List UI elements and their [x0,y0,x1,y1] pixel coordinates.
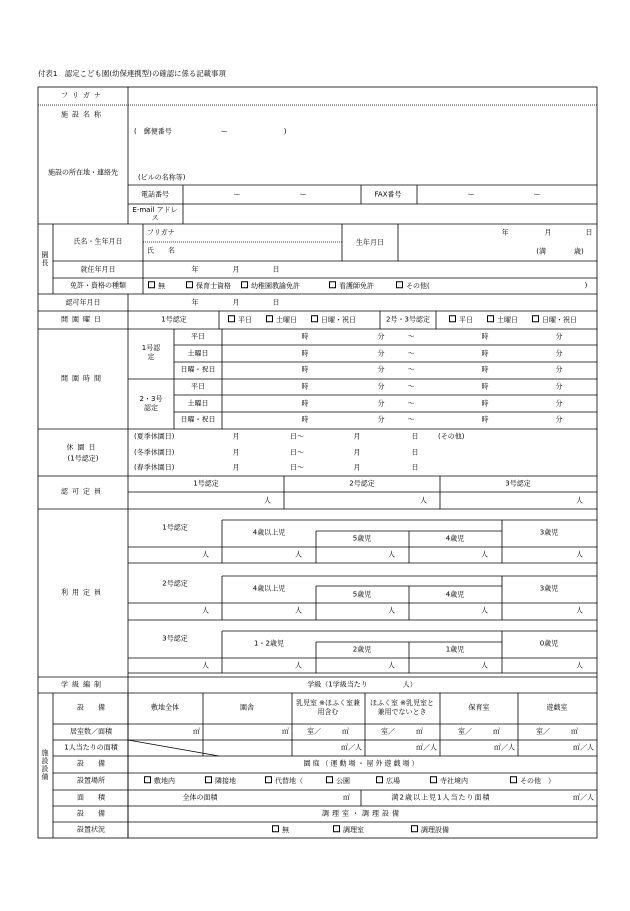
loc-park[interactable]: 公園 [326,776,350,786]
checkbox-icon [532,315,539,322]
dob-year: 年 [501,228,509,237]
unit-nin: 人 [481,550,488,559]
col-crawl: ほふく室 ※乳児室と兼用でないとき [369,699,435,716]
room-sqm: 室／ ㎡ [307,727,349,736]
fax-label: FAX番号 [374,190,402,199]
garden-value: 園庭（運動場・屋外遊戯場） [303,759,421,768]
unit-nin: 人 [576,606,583,615]
checkbox-icon [487,315,494,322]
hi-tilde: 日〜 [290,448,304,457]
u2-over4: 4歳以上児 [252,584,286,593]
cat23-saturday[interactable]: 土曜日 [487,315,518,325]
u3-age12: 1・2歳児 [254,639,284,648]
checkbox-icon [148,281,155,288]
classes-label: 学級編制 [61,680,105,689]
checkbox-icon [376,776,383,783]
h1-sunday: 日曜・祝日 [180,365,216,374]
unit-sqm-per: ㎡／人 [416,743,437,752]
equipment-label: 設 備 [77,703,105,712]
ji: 時 [301,332,309,341]
form-title: 付表1 認定こども園(幼保連携型)の確認に係る記載事項 [38,69,226,78]
checkbox-icon [411,825,418,832]
unit-nin: 人 [202,606,209,615]
tilde: 〜 [407,349,415,358]
col-nursing: 乳児室 ※ほふく室兼用含む [295,699,361,716]
appointed-label: 就任年月日 [80,265,116,274]
winter-holiday: (冬季休園日) [134,448,175,457]
classes-value: 学級（1学級当たり 人） [307,680,417,689]
checkbox-icon [265,776,272,783]
checkbox-icon [272,825,279,832]
cat23-weekday[interactable]: 平日 [449,315,473,325]
unit-sqm-per: ㎡／人 [494,743,515,752]
building-name: (ビルの名称等) [138,173,186,182]
ji: 時 [481,332,489,341]
area-rule: 満2歳以上児1人当たり面積 [391,793,491,802]
hours-cat1: 1号認定 [141,344,161,361]
hi-tilde: 日〜 [290,463,304,472]
col-total: 敷地全体 [151,703,179,712]
kitchen-equip-label: 設 備 [77,809,105,818]
hi: 日 [411,463,419,472]
director-furigana: フリガナ [147,228,175,237]
checkbox-icon [186,281,193,288]
usage-cat3: 3号認定 [162,634,188,643]
tilde: 〜 [407,415,415,424]
unit-sqm: ㎡ [343,793,350,802]
unit-nin: 人 [420,496,427,505]
h23-saturday: 土曜日 [187,399,209,408]
cat23-sunday[interactable]: 日曜・祝日 [532,315,577,325]
unit-nin: 人 [388,606,395,615]
loc-other[interactable]: その他 ） [510,776,555,786]
approval-month: 月 [232,298,240,307]
unit-sqm-per: ㎡／人 [341,743,362,752]
rooms-area-label: 居室数／面積 [70,727,112,736]
ji: 時 [481,382,489,391]
status-none[interactable]: 無 [272,825,289,835]
dob-day: 日 [585,228,593,237]
fax-dash-2: ー [533,190,541,199]
unit-nin: 人 [576,661,583,670]
tsuki: 月 [353,463,361,472]
room-sqm: 室／ ㎡ [536,727,578,736]
license-other[interactable]: その他( [396,281,430,291]
fax-dash-1: ー [467,190,475,199]
facilities-label: 施設設備 [41,749,49,781]
ji: 時 [481,415,489,424]
h23-sunday: 日曜・祝日 [180,415,216,424]
license-nurse[interactable]: 看護師免許 [329,281,374,291]
cat1-saturday[interactable]: 土曜日 [266,315,297,325]
col-play: 遊戯室 [546,703,568,712]
tel-dash-2: ー [299,190,307,199]
usage-cat1: 1号認定 [162,523,188,532]
u1-over4: 4歳以上児 [252,528,286,537]
fun: 分 [555,365,563,374]
kitchen-value: 調理室・調理設備 [322,809,402,818]
hi-tilde: 日〜 [290,432,304,441]
h1-weekday: 平日 [191,332,205,341]
summer-holiday: (夏季休園日) [134,432,175,441]
license-none[interactable]: 無 [148,281,165,291]
unit-nin: 人 [295,661,302,670]
tsuki: 月 [232,463,240,472]
area-label: 面 積 [77,793,105,802]
ji: 時 [301,382,309,391]
tsuki: 月 [232,432,240,441]
checkbox-icon [510,776,517,783]
unit-nin: 人 [576,550,583,559]
hi: 日 [411,432,419,441]
usage-cat2: 2号認定 [162,579,188,588]
room-sqm: 室／ ㎡ [381,727,423,736]
tsuki: 月 [232,448,240,457]
col-nursery: 保育室 [468,703,490,712]
appointed-day: 日 [272,265,280,274]
tilde: 〜 [407,399,415,408]
h1-saturday: 土曜日 [187,349,209,358]
unit-sqm: ㎡ [193,727,200,736]
ji: 時 [301,399,309,408]
unit-nin: 人 [264,496,271,505]
fun: 分 [377,332,385,341]
facility-name-label: 施設名称 [61,110,105,119]
approval-day: 日 [272,298,280,307]
ji: 時 [301,415,309,424]
fun: 分 [555,415,563,424]
open-days-cat23: 2号・3号認定 [386,315,430,324]
other-holiday: (その他) [438,432,465,441]
tilde: 〜 [407,365,415,374]
loc-substitute[interactable]: 代替地（ [265,776,303,786]
checkbox-icon [144,776,151,783]
ji: 時 [301,349,309,358]
open-days-label: 開園曜日 [61,315,105,324]
usage-label: 利用定員 [61,588,105,597]
u3-age1: 1歳児 [445,645,465,654]
tilde: 〜 [407,382,415,391]
license-close: ) [584,281,588,290]
unit-nin: 人 [388,550,395,559]
age: (満 歳) [536,247,584,256]
u3-age0: 0歳児 [539,639,559,648]
per-person-label: 1人当たりの面積 [64,743,118,752]
u1-age4: 4歳児 [445,534,465,543]
hi: 日 [411,448,419,457]
license-nursery[interactable]: 保育士資格 [186,281,231,291]
approval-year: 年 [191,298,199,307]
checkbox-icon [241,281,248,288]
appointed-year: 年 [191,265,199,274]
license-kindergarten[interactable]: 幼稚園教諭免許 [241,281,300,291]
name-dob-label: 氏名・生年月日 [73,237,123,246]
fun: 分 [555,332,563,341]
tel-label: 電話番号 [141,190,169,199]
checkbox-icon [333,825,340,832]
ji: 時 [481,399,489,408]
status-label: 設置状況 [77,825,105,834]
h23-weekday: 平日 [191,382,205,391]
furigana-label: フリガナ [61,91,105,100]
dob-month: 月 [544,228,552,237]
license-label: 免許・資格の種類 [70,281,126,290]
unit-sqm: ㎡ [282,727,289,736]
spring-holiday: (春季休園日) [134,463,175,472]
email-label: E-mail アドレス [132,206,178,222]
u3-age2: 2歳児 [352,645,372,654]
garden-equip-label: 設 備 [77,759,105,768]
checkbox-icon [326,776,333,783]
address-label: 施設の所在地・連絡先 [48,168,118,177]
loc-shrine[interactable]: 寺社境内 [430,776,468,786]
dob-label: 生年月日 [356,238,384,247]
unit-nin: 人 [576,496,583,505]
checkbox-icon [396,281,403,288]
capacity-cat2: 2号認定 [349,479,375,488]
fun: 分 [377,415,385,424]
open-days-cat1: 1号認定 [161,315,187,324]
capacity-cat1: 1号認定 [193,479,219,488]
checkbox-icon [449,315,456,322]
unit-nin: 人 [481,661,488,670]
u2-age5: 5歳児 [352,590,372,599]
unit-nin: 人 [202,661,209,670]
capacity-cat3: 3号認定 [505,479,531,488]
unit-sqm-per: ㎡／人 [573,793,594,802]
postal-code: ( 郵便番号 ー ) [134,127,287,136]
checkbox-icon [311,315,318,322]
cat1-weekday[interactable]: 平日 [228,315,252,325]
holidays-label: 休園日 [66,443,100,452]
u2-age4: 4歳児 [445,590,465,599]
unit-nin: 人 [388,661,395,670]
fun: 分 [377,349,385,358]
loc-onsite[interactable]: 敷地内 [144,776,175,786]
unit-sqm-per: ㎡／人 [573,743,594,752]
room-sqm: 室／ ㎡ [458,727,500,736]
status-equipment[interactable]: 調理設備 [411,825,449,835]
holidays-sub: (1号認定) [67,454,99,463]
appointed-month: 月 [232,265,240,274]
ji: 時 [481,365,489,374]
director-name-label: 氏 名 [147,246,175,255]
tilde: 〜 [407,332,415,341]
unit-nin: 人 [295,606,302,615]
approval-date-label: 認可年月日 [65,298,101,307]
hours-label: 開園時間 [61,374,105,383]
location-label: 設置場所 [77,776,105,785]
fun: 分 [377,399,385,408]
loc-adjacent[interactable]: 隣接地 [205,776,236,786]
unit-nin: 人 [481,606,488,615]
u1-age3: 3歳児 [539,528,559,537]
hours-cat23: 2・3号認定 [139,395,163,412]
fun: 分 [377,365,385,374]
fun: 分 [555,349,563,358]
checkbox-icon [228,315,235,322]
capacity-label: 認可定員 [61,487,105,496]
tel-dash-1: ー [233,190,241,199]
unit-nin: 人 [295,550,302,559]
status-kitchen[interactable]: 調理室 [333,825,364,835]
checkbox-icon [329,281,336,288]
fun: 分 [555,399,563,408]
u1-age5: 5歳児 [352,534,372,543]
fun: 分 [555,382,563,391]
checkbox-icon [430,776,437,783]
checkbox-icon [205,776,212,783]
loc-square[interactable]: 広場 [376,776,400,786]
unit-nin: 人 [202,550,209,559]
checkbox-icon [266,315,273,322]
u2-age3: 3歳児 [539,584,559,593]
director-label: 園長 [41,251,49,267]
ji: 時 [481,349,489,358]
cat1-sunday[interactable]: 日曜・祝日 [311,315,356,325]
tsuki: 月 [353,432,361,441]
fun: 分 [377,382,385,391]
ji: 時 [301,365,309,374]
area-total: 全体の面積 [182,793,218,802]
col-building: 園舎 [240,703,254,712]
tsuki: 月 [353,448,361,457]
